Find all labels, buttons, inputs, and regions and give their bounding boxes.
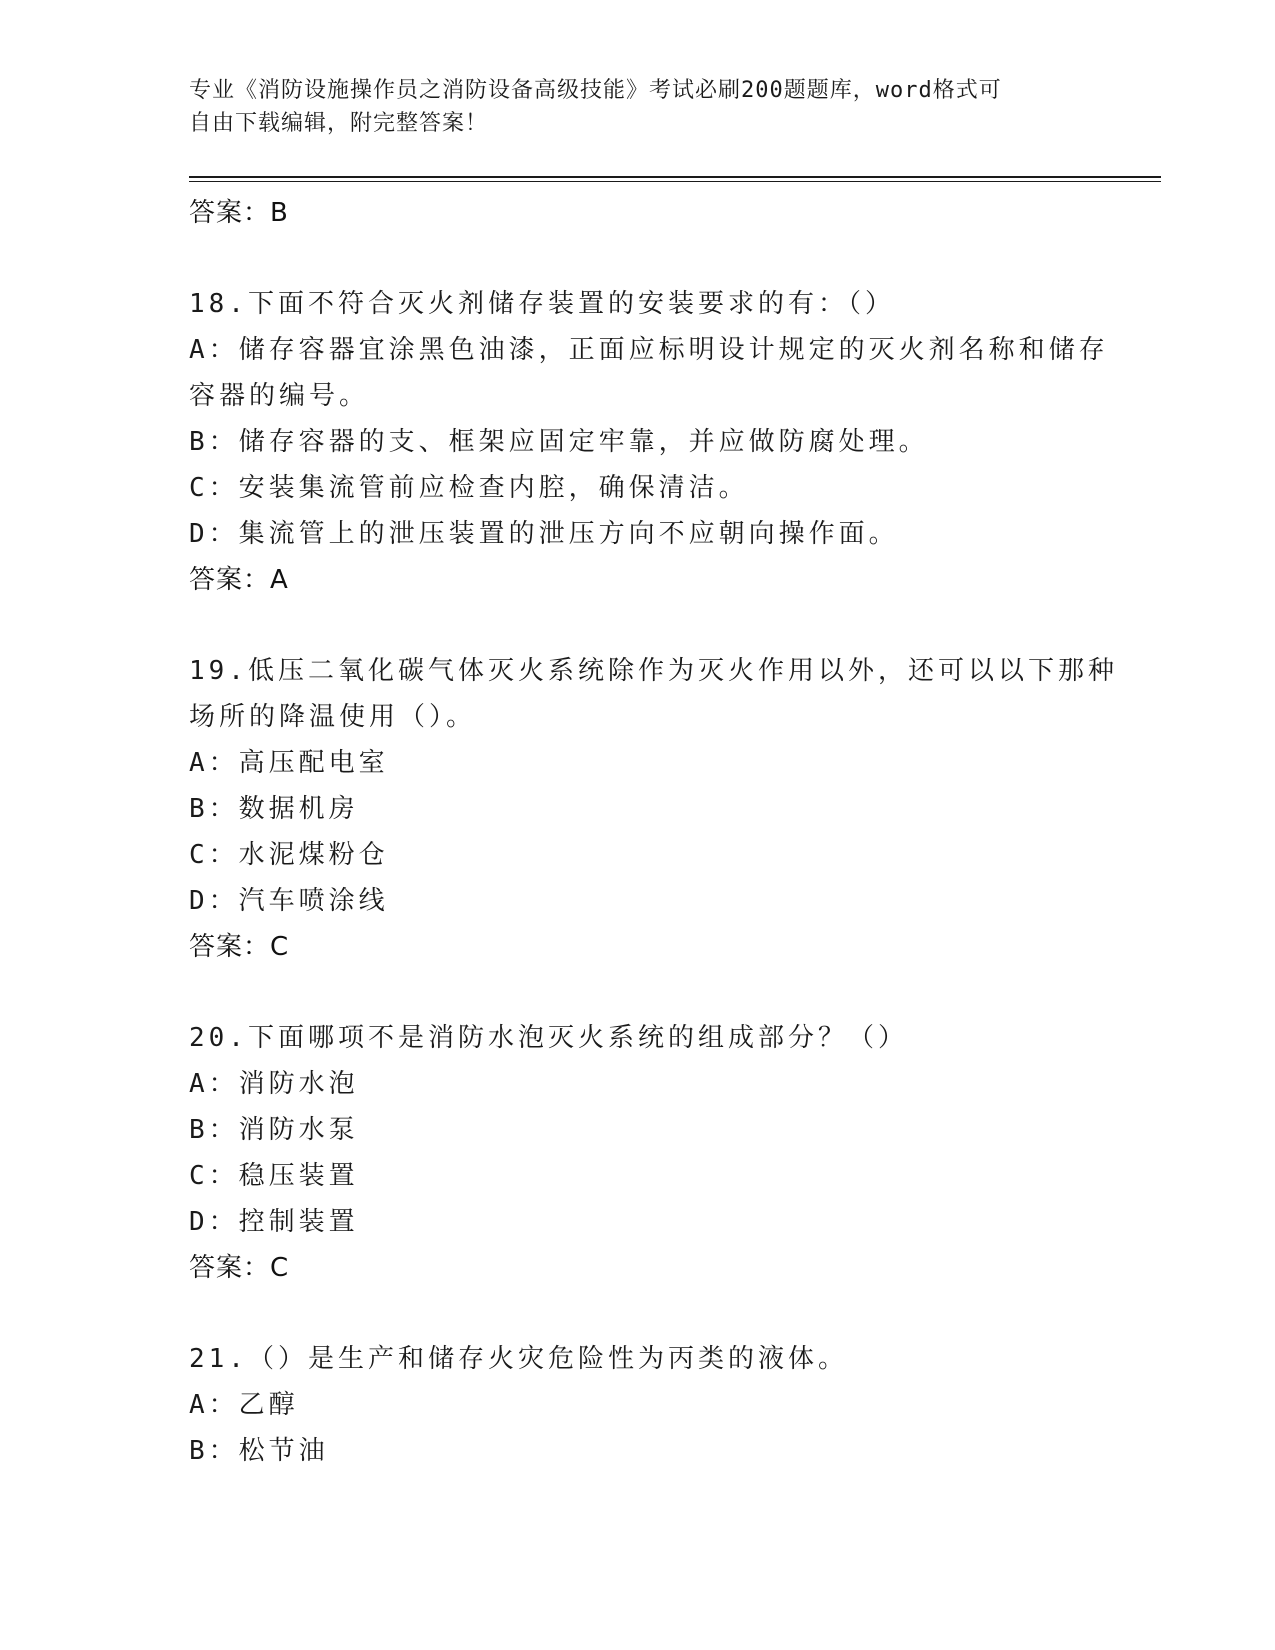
question-list bbox=[189, 190, 1118, 1474]
option-b: B：消防水泵 bbox=[189, 1115, 359, 1145]
answer-17: 答案：B bbox=[189, 198, 289, 228]
question-18 bbox=[189, 281, 1109, 603]
option-a-continued: 容器的编号。 bbox=[189, 381, 370, 411]
question-19 bbox=[189, 648, 1118, 970]
question-21 bbox=[189, 1336, 1089, 1474]
question-stem: 19.低压二氧化碳气体灭火系统除作为灭火作用以外，还可以以下那种 bbox=[189, 656, 1118, 686]
spacer bbox=[189, 1291, 1089, 1336]
page-header bbox=[189, 74, 1089, 140]
option-a: A：高压配电室 bbox=[189, 748, 389, 778]
spacer bbox=[189, 603, 1089, 648]
option-c: C：安装集流管前应检查内腔，确保清洁。 bbox=[189, 473, 749, 503]
header-line-1: 专业《消防设施操作员之消防设备高级技能》考试必刷200题题库，word格式可 bbox=[189, 78, 1002, 103]
answer: 答案：C bbox=[189, 1253, 290, 1283]
option-a: A：乙醇 bbox=[189, 1390, 299, 1420]
question-stem: 20.下面哪项不是消防水泡灭火系统的组成部分？（） bbox=[189, 1023, 908, 1053]
option-b: B：储存容器的支、框架应固定牢靠，并应做防腐处理。 bbox=[189, 427, 929, 457]
option-d: D：集流管上的泄压装置的泄压方向不应朝向操作面。 bbox=[189, 519, 899, 549]
spacer bbox=[189, 970, 1089, 1015]
question-20 bbox=[189, 1015, 1089, 1291]
answer: 答案：A bbox=[189, 565, 289, 595]
question-stem: 21.（）是生产和储存火灾危险性为丙类的液体。 bbox=[189, 1344, 848, 1374]
header-divider-thin bbox=[189, 181, 1161, 182]
option-d: D：汽车喷涂线 bbox=[189, 886, 389, 916]
option-b: B：松节油 bbox=[189, 1436, 329, 1466]
header-divider-thick bbox=[189, 176, 1161, 178]
option-d: D：控制装置 bbox=[189, 1207, 359, 1237]
option-b: B：数据机房 bbox=[189, 794, 359, 824]
option-c: C：水泥煤粉仓 bbox=[189, 840, 389, 870]
option-a: A：消防水泡 bbox=[189, 1069, 359, 1099]
question-stem: 18.下面不符合灭火剂储存装置的安装要求的有：（） bbox=[189, 289, 895, 319]
option-c: C：稳压装置 bbox=[189, 1161, 359, 1191]
spacer bbox=[189, 236, 1089, 281]
answer: 答案：C bbox=[189, 932, 290, 962]
option-a: A：储存容器宜涂黑色油漆，正面应标明设计规定的灭火剂名称和储存 bbox=[189, 335, 1109, 365]
question-stem-continued: 场所的降温使用（）。 bbox=[189, 702, 477, 732]
header-line-2: 自由下载编辑，附完整答案！ bbox=[189, 111, 489, 136]
